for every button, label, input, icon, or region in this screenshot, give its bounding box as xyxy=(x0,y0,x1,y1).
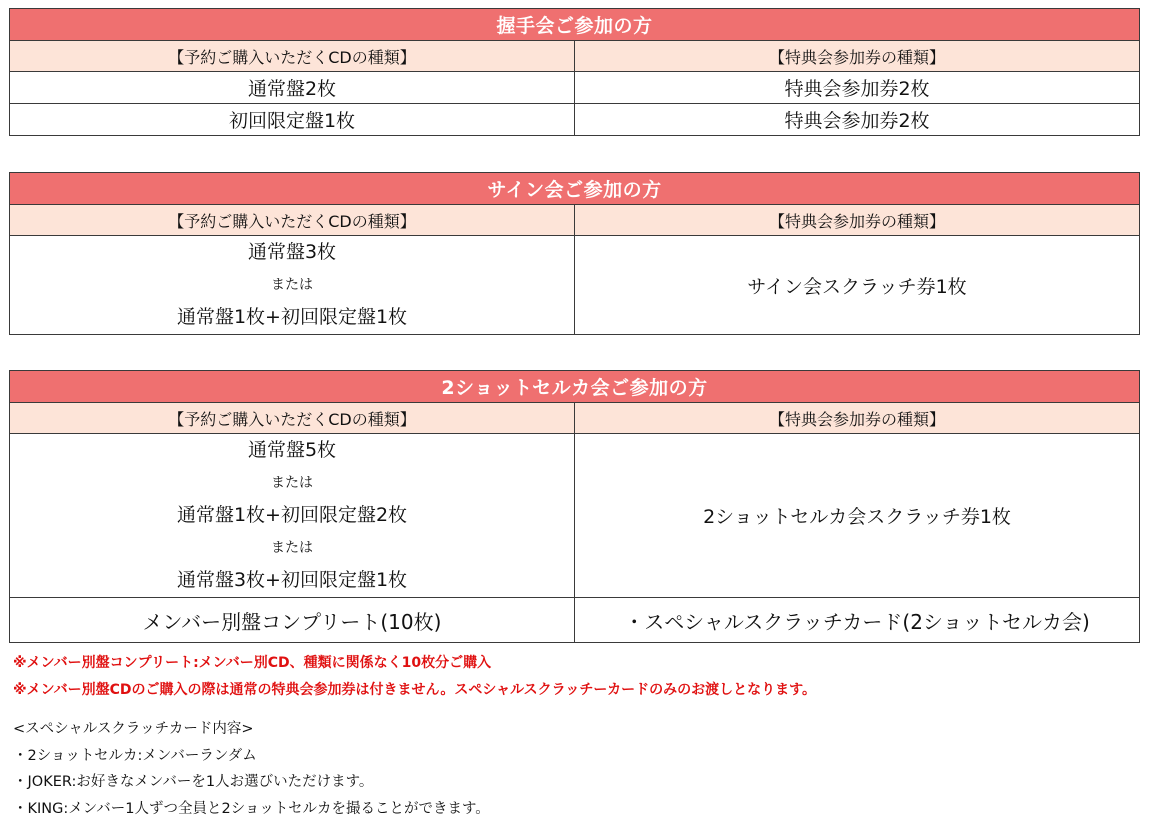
cd-option: 通常盤5枚 xyxy=(247,439,337,461)
cd-option: 通常盤1枚+初回限定盤1枚 xyxy=(176,306,408,328)
twoshot-table xyxy=(9,370,1140,643)
cd-type-header: 【予約ご購入いただくCDの種類】 xyxy=(10,41,575,72)
ticket-type-header: 【特典会参加券の種類】 xyxy=(575,41,1140,72)
ticket-type-header: 【特典会参加券の種類】 xyxy=(575,403,1140,434)
special-item: ・JOKER:お好きなメンバーを1人お選びいただけます。 xyxy=(13,774,374,790)
sign-title: サイン会ご参加の方 xyxy=(10,173,1140,205)
special-heading: <スペシャルスクラッチカード内容> xyxy=(13,721,254,737)
ticket-cell: 特典会参加券2枚 xyxy=(575,72,1140,104)
cd-option: 通常盤3枚+初回限定盤1枚 xyxy=(176,569,408,591)
cd-type-header: 【予約ご購入いただくCDの種類】 xyxy=(10,403,575,434)
special-item: ・2ショットセルカ:メンバーランダム xyxy=(13,747,257,764)
cd-options-cell xyxy=(10,236,575,335)
twoshot-title: 2ショットセルカ会ご参加の方 xyxy=(10,371,1140,403)
cd-type-header: 【予約ご購入いただくCDの種類】 xyxy=(10,205,575,236)
table-row xyxy=(10,434,1140,598)
notes xyxy=(13,650,816,704)
special-card-cell: ・スペシャルスクラッチカード(2ショットセルカ会) xyxy=(575,598,1140,643)
handshake-table xyxy=(9,8,1140,136)
sign-table xyxy=(9,172,1140,335)
handshake-title: 握手会ご参加の方 xyxy=(10,9,1140,41)
table-row xyxy=(10,72,1140,104)
table-row xyxy=(10,598,1140,643)
table-row xyxy=(10,104,1140,136)
cd-cell: 通常盤2枚 xyxy=(10,72,575,104)
note-line: ※メンバー別盤CDのご購入の際は通常の特典会参加券は付きません。スペシャルスクラッチーカードのみのお渡しとなります。 xyxy=(13,682,816,698)
special-item: ・KING:メンバー1人ずつ全員と2ショットセルカを撮ることができます。 xyxy=(13,800,490,817)
or-separator: または xyxy=(271,475,313,491)
special-card-contents xyxy=(13,716,490,822)
complete-cd-cell: メンバー別盤コンプリート(10枚) xyxy=(10,598,575,643)
cd-cell: 初回限定盤1枚 xyxy=(10,104,575,136)
cd-options-cell xyxy=(10,434,575,598)
cd-option: 通常盤1枚+初回限定盤2枚 xyxy=(176,504,408,526)
ticket-cell: 2ショットセルカ会スクラッチ券1枚 xyxy=(575,434,1140,598)
ticket-cell: サイン会スクラッチ券1枚 xyxy=(575,236,1140,335)
ticket-type-header: 【特典会参加券の種類】 xyxy=(575,205,1140,236)
note-line: ※メンバー別盤コンプリート:メンバー別CD、種類に関係なく10枚分ご購入 xyxy=(13,655,492,671)
or-separator: または xyxy=(271,540,313,556)
ticket-cell: 特典会参加券2枚 xyxy=(575,104,1140,136)
cd-option: 通常盤3枚 xyxy=(247,241,337,263)
table-row xyxy=(10,236,1140,335)
or-separator: または xyxy=(271,277,313,293)
